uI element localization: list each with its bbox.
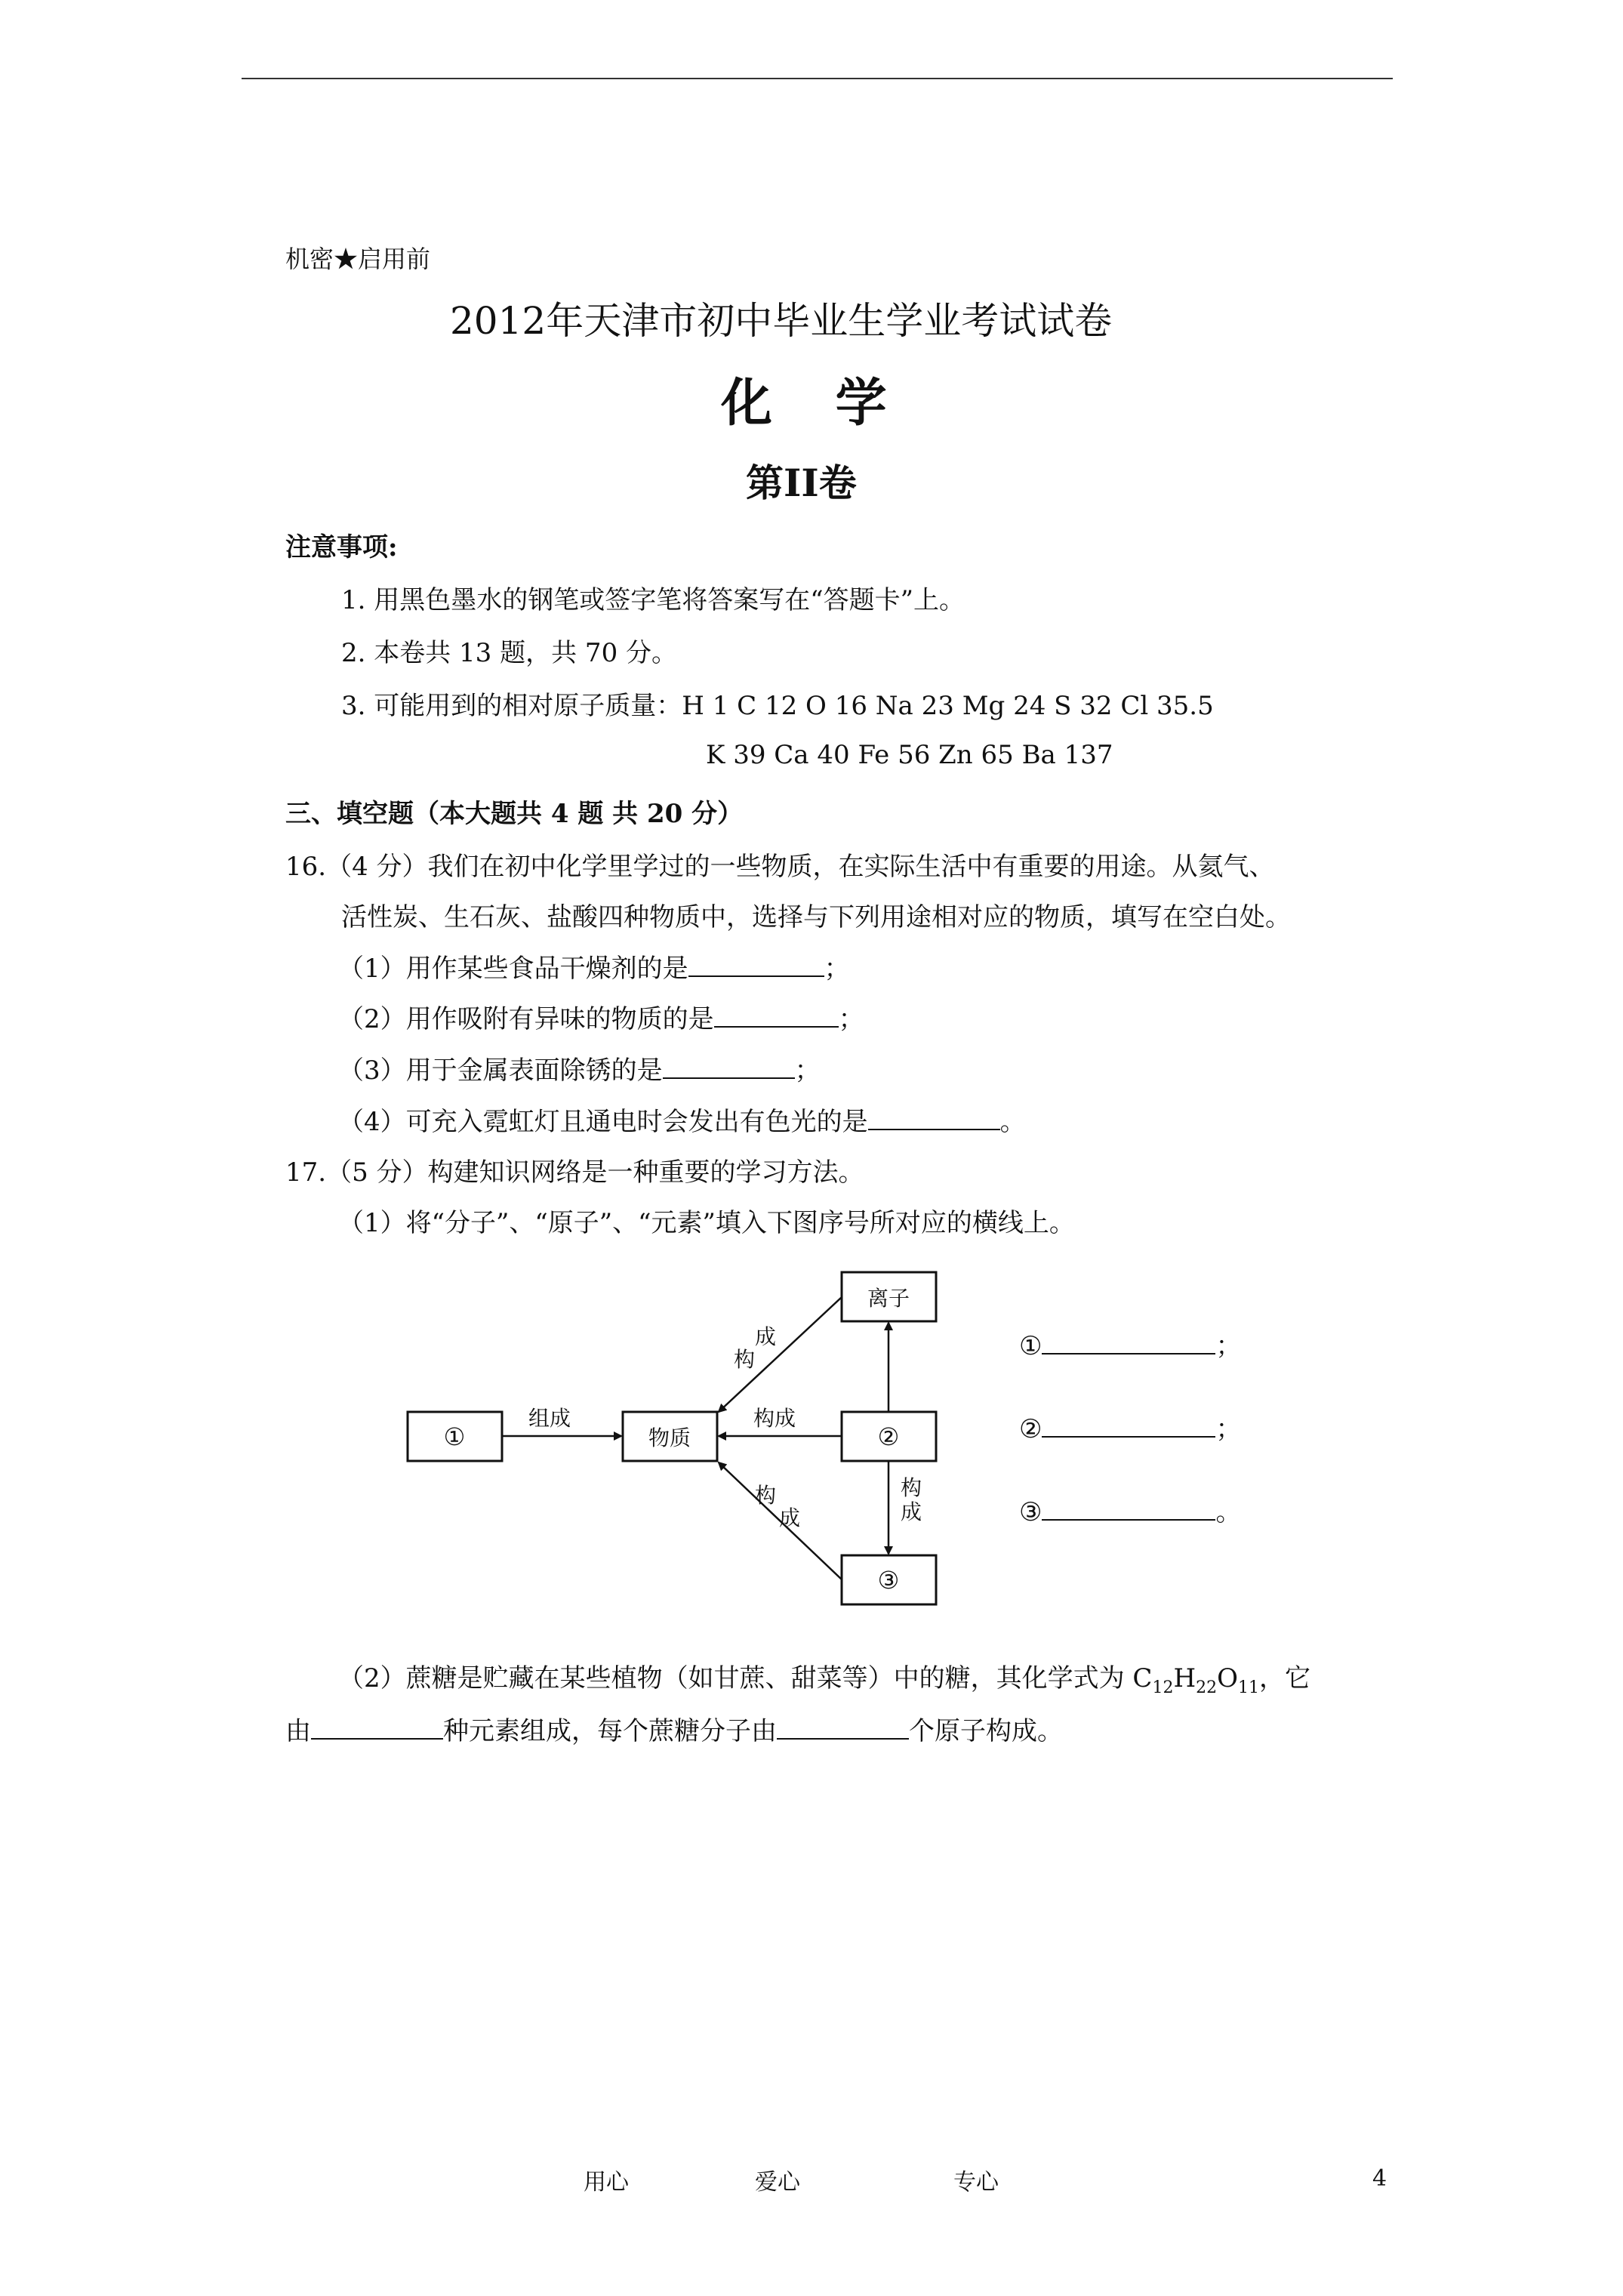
box-matter-label: 物质 (648, 1425, 691, 1450)
q16-part-3-end: ； (794, 1056, 821, 1086)
label-vertical-a: 构 (901, 1475, 922, 1500)
subject-title: 化 学 (721, 373, 910, 433)
q16-part-4-text: （4）可充入霓虹灯且通电时会发出有色光的是 (338, 1107, 868, 1137)
q16-part-3 (338, 1049, 821, 1086)
q16-part-4 (338, 1101, 1026, 1138)
page-number: 4 (1372, 2165, 1387, 2192)
q17-answer-blank-atoms[interactable] (777, 1715, 909, 1740)
q16-part-3-text: （3）用于金属表面除锈的是 (338, 1056, 663, 1086)
box-element-3-label: ③ (877, 1566, 900, 1595)
note-item-3-continued: K 39 Ca 40 Fe 56 Zn 65 Ba 137 (706, 740, 1113, 770)
q16-stem-line-1: 16.（4 分）我们在初中化学里学过的一些物质，在实际生活中有重要的用途。从氦气、 (285, 852, 1275, 882)
footer-left: 用心 (584, 2169, 629, 2196)
q17-stem: 17.（5 分）构建知识网络是一种重要的学习方法。 (285, 1157, 864, 1188)
note-item-2: 2. 本卷共 13 题，共 70 分。 (341, 638, 678, 668)
q17-part-2-line-1 (338, 1657, 1310, 1697)
label-vertical-b: 成 (901, 1499, 922, 1524)
formula-h: H (1173, 1663, 1196, 1693)
q17-answer-2-mark: ② (1019, 1414, 1042, 1444)
label-diag-bot-b: 成 (779, 1505, 801, 1530)
box-element-3 (842, 1555, 936, 1604)
formula-subscript-c: 12 (1152, 1678, 1174, 1697)
q17-answer-3-mark: ③ (1019, 1497, 1042, 1527)
box-matter (623, 1412, 717, 1461)
q17-part-2-text-end: ，它 (1258, 1663, 1310, 1693)
label-diag-bot-a: 构 (755, 1483, 777, 1508)
box-ion-label: 离子 (867, 1286, 910, 1311)
q17-part-2-line-2-c: 个原子构成。 (909, 1716, 1063, 1746)
q17-answer-blank-1[interactable] (1042, 1330, 1215, 1354)
q17-answer-2 (1019, 1408, 1241, 1445)
label-constitute-mid: 构成 (753, 1406, 796, 1431)
q17-answer-blank-2[interactable] (1042, 1413, 1215, 1438)
q16-part-1-end: ； (824, 954, 850, 984)
q17-part-1: （1）将“分子”、“原子”、“元素”填入下图序号所对应的横线上。 (338, 1208, 1075, 1238)
label-compose: 组成 (528, 1406, 571, 1431)
exam-title: 2012年天津市初中毕业生学业考试试卷 (450, 299, 1113, 343)
box-element-1-label: ① (443, 1422, 466, 1451)
q16-part-2-end: ； (838, 1004, 864, 1034)
box-ion (842, 1272, 936, 1321)
q16-part-2-text: （2）用作吸附有异味的物质的是 (338, 1004, 714, 1034)
q16-answer-blank-3[interactable] (663, 1055, 795, 1079)
section-3-title: 三、填空题（本大题共 4 题 共 20 分） (285, 799, 744, 829)
footer-right: 专心 (953, 2169, 999, 2196)
box-element-1 (408, 1412, 502, 1461)
label-diag-top-b: 成 (755, 1324, 777, 1349)
q17-part-2-line-2 (285, 1710, 1063, 1747)
formula-subscript-o: 11 (1237, 1678, 1259, 1697)
note-item-3: 3. 可能用到的相对原子质量：H 1 C 12 O 16 Na 23 Mg 24 S 32 Cl 35.5 (341, 691, 1214, 721)
label-diag-top-a: 构 (734, 1347, 756, 1372)
note-item-1: 1. 用黑色墨水的钢笔或签字笔将答案写在“答题卡”上。 (341, 585, 965, 615)
knowledge-network-diagram (377, 1246, 981, 1623)
q17-part-2-line-2-b: 种元素组成，每个蔗糖分子由 (443, 1716, 777, 1746)
q16-part-2 (338, 998, 864, 1035)
q17-answer-blank-3[interactable] (1042, 1496, 1215, 1521)
box-element-2-label: ② (877, 1422, 900, 1451)
q17-answer-2-end: ； (1215, 1414, 1242, 1444)
q17-answer-1-mark: ① (1019, 1331, 1042, 1361)
q17-answer-blank-elements[interactable] (311, 1715, 443, 1740)
secret-mark: 机密★启用前 (285, 245, 431, 273)
formula-subscript-h: 22 (1196, 1678, 1218, 1697)
q17-part-2-line-2-a: 由 (285, 1716, 311, 1746)
q17-answer-1 (1019, 1325, 1241, 1362)
q17-answer-3 (1019, 1491, 1241, 1528)
formula-o: O (1217, 1663, 1238, 1693)
q17-answer-3-end: 。 (1215, 1497, 1242, 1527)
q16-part-4-end: 。 (999, 1107, 1026, 1137)
q17-part-2-text: （2）蔗糖是贮藏在某些植物（如甘蔗、甜菜等）中的糖，其化学式为 C (338, 1663, 1153, 1693)
notes-heading: 注意事项: (285, 532, 398, 562)
q16-answer-blank-2[interactable] (714, 1003, 839, 1028)
q16-part-1-text: （1）用作某些食品干燥剂的是 (338, 954, 688, 984)
q16-answer-blank-4[interactable] (868, 1106, 1000, 1130)
box-element-2 (842, 1412, 936, 1461)
q16-answer-blank-1[interactable] (688, 953, 824, 977)
header-rule (242, 78, 1393, 79)
q16-part-1 (338, 948, 850, 985)
q17-answer-1-end: ； (1215, 1331, 1242, 1361)
q16-stem-line-2: 活性炭、生石灰、盐酸四种物质中，选择与下列用途相对应的物质，填写在空白处。 (341, 902, 1291, 932)
volume-title: 第II卷 (746, 461, 857, 505)
footer-mid: 爱心 (755, 2169, 800, 2196)
